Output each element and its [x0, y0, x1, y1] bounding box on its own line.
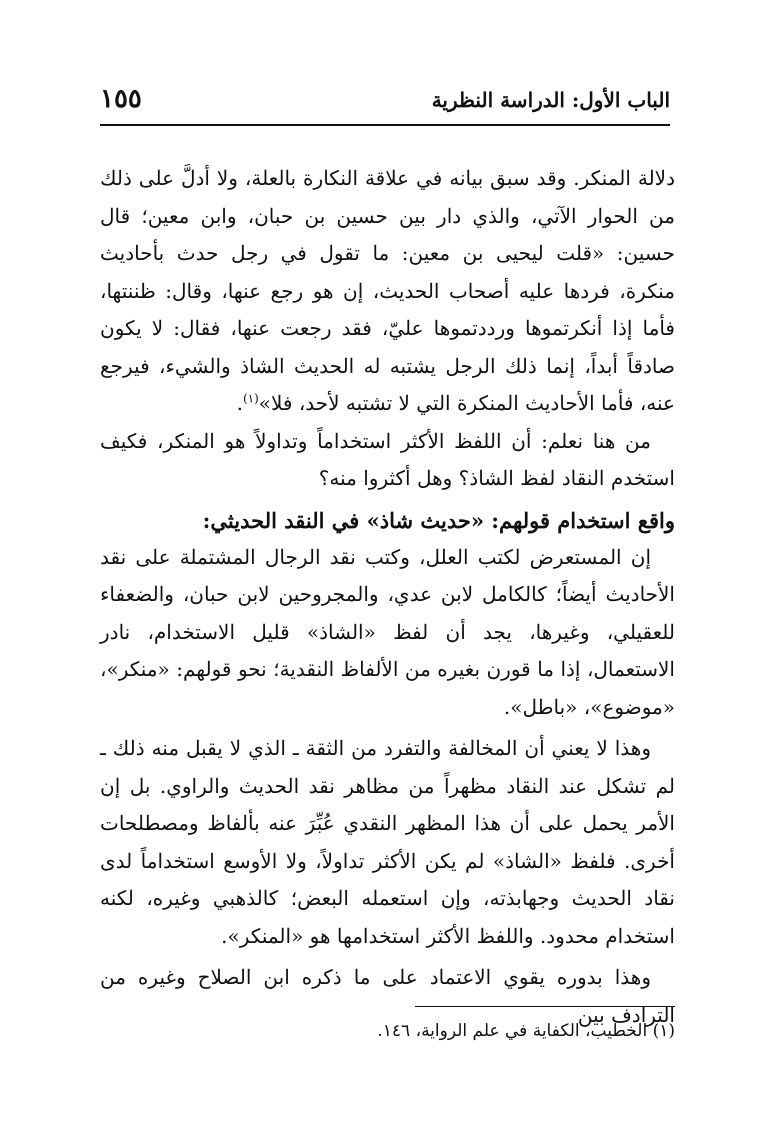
- paragraph-1: [100, 160, 675, 423]
- paragraph-4: وهذا لا يعني أن المخالفة والتفرد من الثقة ـ الذي لا يقبل منه ذلك ـ لم تشكل عند النقاد مظهراً من مظاهر نقد الحديث والراوي. بل إن الأمر يحمل على أن هذا المظهر النقدي عُبِّرَ عنه بألفاظ ومصطلحات أخرى. فلفظ «الشاذ» لم يكن الأكثر تداولاً، ولا الأوسع استخداماً لدى نقاد الحديث وجهابذته، وإن استعمله البعض؛ كالذهبي وغيره، لكنه استخدام محدود. واللفظ الأكثر استخدامها هو «المنكر».: [100, 736, 675, 948]
- footnote-divider: [415, 1006, 675, 1007]
- page-number: ١٥٥: [100, 84, 142, 114]
- paragraph-5: وهذا بدوره يقوي الاعتماد على ما ذكره ابن الصلاح وغيره من الترادف بين: [100, 965, 675, 1027]
- paragraph-3: إن المستعرض لكتب العلل، وكتب نقد الرجال المشتملة على نقد الأحاديث أيضاً؛ كالكامل لابن عدي، والمجروحين لابن حبان، والضعفاء للعقيلي، وغيرها، يجد أن لفظ «الشاذ» قليل الاستخدام، نادر الاستعمال، إذا ما قورن بغيره من الألفاظ النقدية؛ نحو قولهم: «منكر»، «موضوع»، «باطل».: [100, 544, 675, 719]
- footnote: (١) الخطيب، الكفاية في علم الرواية، ١٤٦.: [377, 1021, 675, 1041]
- footnote-reference: (١): [242, 391, 259, 406]
- page-header: [100, 84, 670, 120]
- paragraph-1-end: .: [236, 391, 243, 415]
- running-title: الباب الأول: الدراسة النظرية: [431, 88, 670, 112]
- paragraph-2: من هنا نعلم: أن اللفظ الأكثر استخداماً وتداولاً هو المنكر، فكيف استخدم النقاد لفظ الشاذ؟ وهل أكثروا منه؟: [100, 428, 675, 490]
- section-subheading: واقع استخدام قولهم: «حديث شاذ» في النقد الحديثي:: [202, 507, 675, 533]
- page-body: [100, 160, 675, 1034]
- header-divider: [100, 124, 670, 126]
- paragraph-1-text: دلالة المنكر. وقد سبق بيانه في علاقة النكارة بالعلة، ولا أدلَّ على ذلك من الحوار الآتي، والذي دار بين حسين بن حبان، وابن معين؛ قال حسين: «قلت ليحيى بن معين: ما تقول في رجل حدث بأحاديث منكرة، فردها عليه أصحاب الحديث، إن هو رجع عنها، وقال: ظننتها، فأما إذا أنكرتموها ورددتموها عليّ، فقد رجعت عنها، فقال: لا يكون صادقاً أبداً، إنما ذلك الرجل يشتبه له الحديث الشاذ والشيء، فيرجع عنه، فأما الأحاديث المنكرة التي لا تشتبه لأحد، فلا»: [100, 166, 675, 415]
